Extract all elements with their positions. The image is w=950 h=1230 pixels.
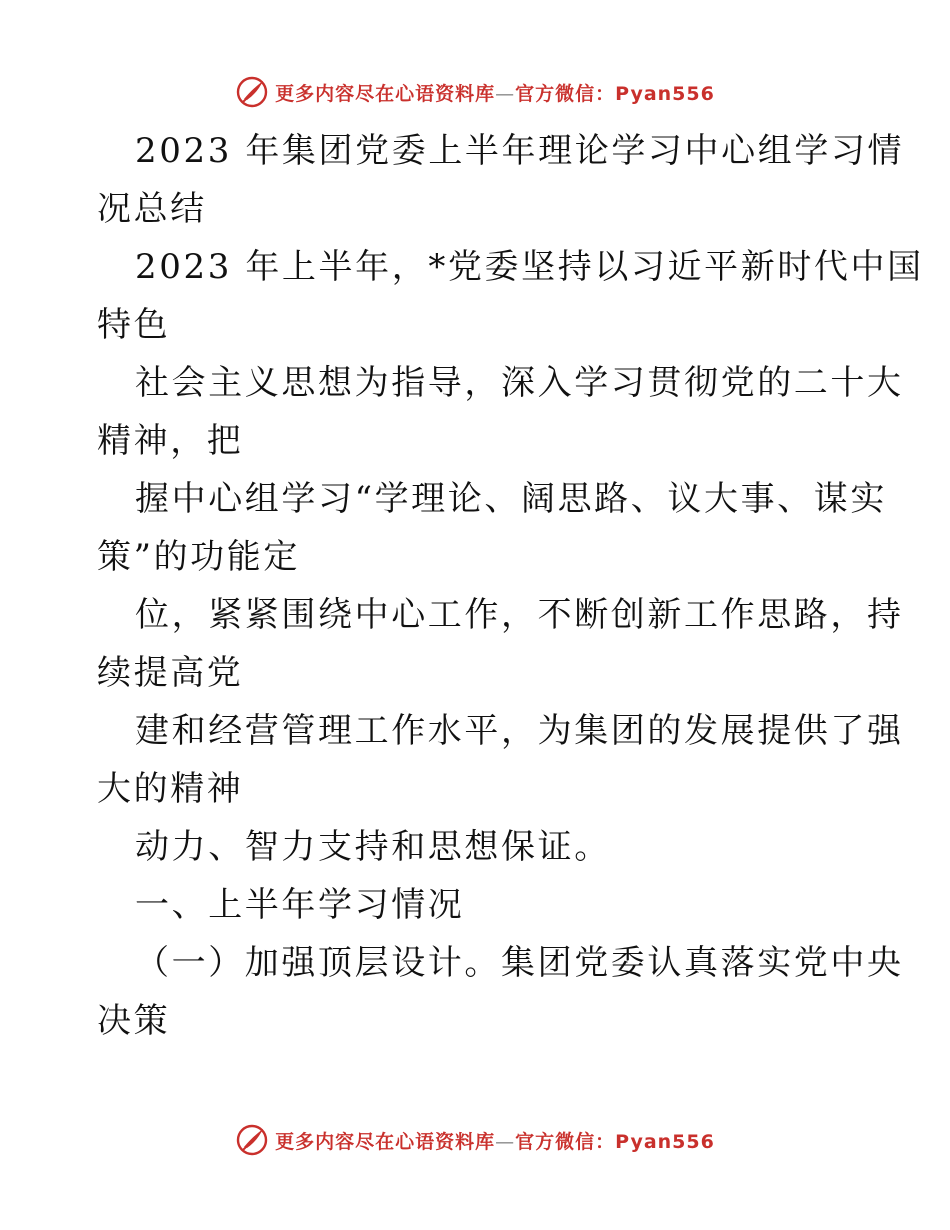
doc-paragraph-line: 建和经营管理工作水平，为集团的发展提供了强: [135, 711, 904, 751]
doc-paragraph-line: 续提高党: [97, 653, 244, 693]
doc-paragraph-line: （一）加强顶层设计。集团党委认真落实党中央: [135, 943, 904, 983]
doc-title-line-1: 2023 年集团党委上半年理论学习中心组学习情: [135, 131, 905, 171]
quill-logo-icon: [235, 75, 269, 109]
doc-paragraph-line: 动力、智力支持和思想保证。: [135, 827, 611, 867]
doc-paragraph-line: 社会主义思想为指导，深入学习贯彻党的二十大: [135, 363, 904, 403]
doc-paragraph-line: 特色: [97, 305, 171, 345]
header-banner-text: [275, 79, 715, 106]
header-banner-main: 更多内容尽在心语资料库: [275, 82, 496, 105]
footer-banner-sep: —: [495, 1130, 516, 1153]
doc-paragraph-line: 2023 年上半年，*党委坚持以习近平新时代中国: [135, 247, 924, 287]
document-body: [97, 122, 924, 1050]
header-banner-sep: —: [495, 82, 516, 105]
doc-paragraph-line: 位，紧紧围绕中心工作，不断创新工作思路，持: [135, 595, 904, 635]
doc-paragraph-line: 决策: [97, 1001, 171, 1041]
doc-paragraph-line: 策”的功能定: [97, 537, 300, 577]
quill-logo-icon: [235, 1123, 269, 1157]
doc-paragraph-line: 大的精神: [97, 769, 244, 809]
header-watermark-banner: [0, 72, 950, 112]
footer-watermark-banner: [0, 1120, 950, 1160]
footer-banner-text: [275, 1127, 715, 1154]
doc-paragraph-line: 精神，把: [97, 421, 244, 461]
footer-banner-tail: 官方微信：Pyan556: [515, 1130, 715, 1153]
footer-banner-main: 更多内容尽在心语资料库: [275, 1130, 496, 1153]
doc-paragraph-line: 握中心组学习“学理论、阔思路、议大事、谋实: [135, 479, 887, 519]
header-banner-tail: 官方微信：Pyan556: [515, 82, 715, 105]
doc-title-line-2: 况总结: [97, 189, 207, 229]
section-heading: 一、上半年学习情况: [135, 885, 465, 925]
